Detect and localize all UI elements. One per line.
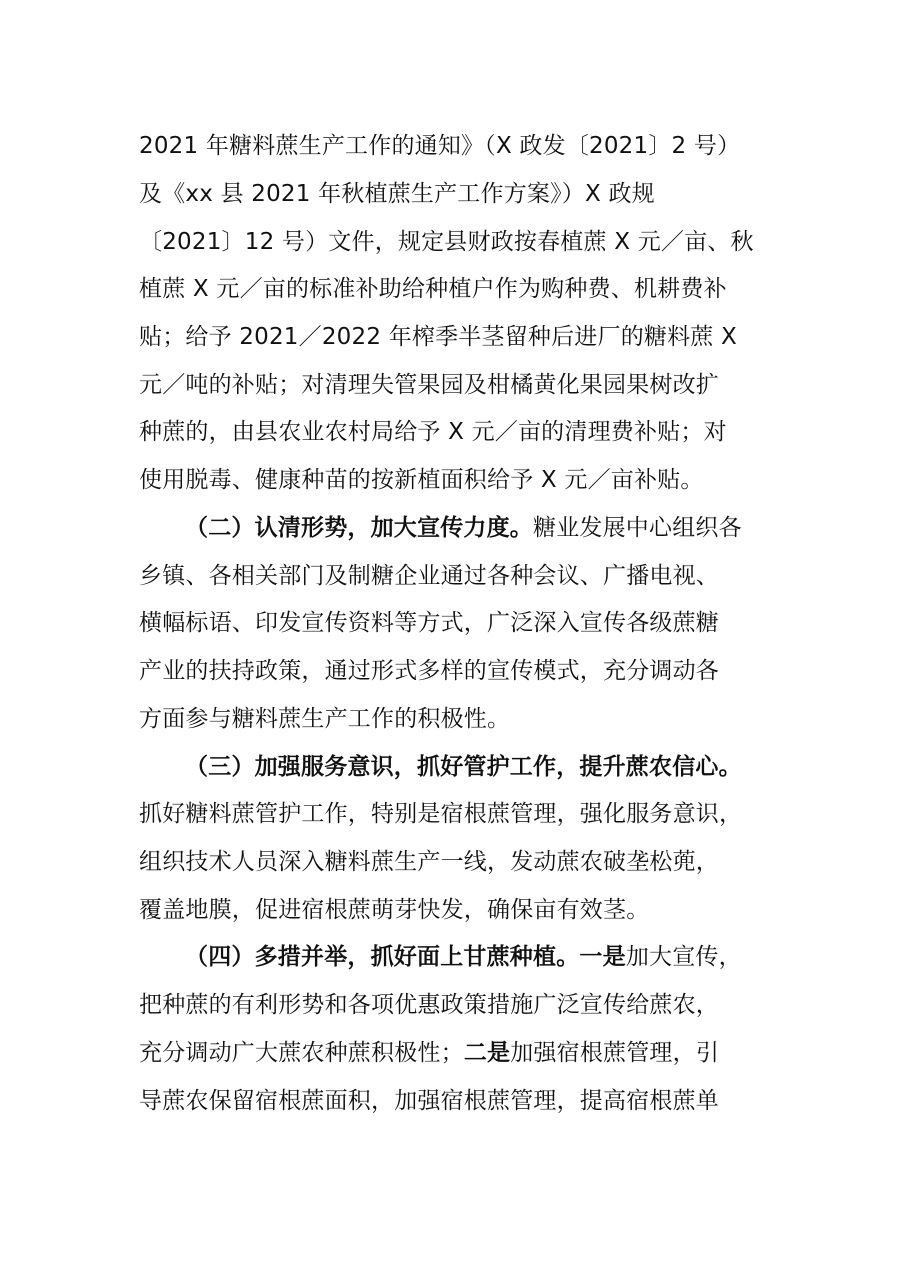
paragraph-line xyxy=(139,412,779,452)
line-text: 把种蔗的有利形势和各项优惠政策措施广泛宣传给蔗农， xyxy=(139,992,719,1018)
line-text: 导蔗农保留宿根蔗面积，加强宿根蔗管理，提高宿根蔗单 xyxy=(139,1088,719,1114)
line-text: 及《xx 县 2021 年秋植蔗生产工作方案》）X 政规 xyxy=(139,181,655,207)
paragraph-line xyxy=(139,556,779,596)
line-text: 充分调动广大蔗农种蔗积极性； xyxy=(139,1040,464,1066)
inline-emphasis: 一是 xyxy=(579,944,626,970)
paragraph-line xyxy=(139,1081,779,1121)
line-text: 覆盖地膜，促进宿根蔗萌芽快发，确保亩有效茎。 xyxy=(139,897,650,923)
paragraph-line xyxy=(139,1033,779,1073)
paragraph-line xyxy=(139,317,779,357)
paragraph-line xyxy=(139,126,779,166)
line-text: 横幅标语、印发宣传资料等方式，广泛深入宣传各级蔗糖 xyxy=(139,610,719,636)
paragraph-line xyxy=(139,651,779,691)
line-text: 加大宣传， xyxy=(625,944,742,970)
paragraph-line xyxy=(139,985,779,1025)
paragraph-line xyxy=(139,890,779,930)
line-text: 2021 年糖料蔗生产工作的通知》（X 政发〔2021〕2 号） xyxy=(139,133,741,159)
paragraph-line xyxy=(139,460,779,500)
paragraph-line xyxy=(139,365,779,405)
line-text: 方面参与糖料蔗生产工作的积极性。 xyxy=(139,706,511,732)
section-heading-line xyxy=(185,937,779,977)
section-heading-line xyxy=(185,508,779,548)
section-heading: （二）认清形势，加大宣传力度。 xyxy=(185,515,533,541)
line-text: 组织技术人员深入糖料蔗生产一线，发动蔗农破垄松蔸， xyxy=(139,849,719,875)
paragraph-line xyxy=(139,222,779,262)
section-heading: （四）多措并举，抓好面上甘蔗种植。 xyxy=(185,944,580,970)
line-text: 抓好糖料蔗管护工作，特别是宿根蔗管理，强化服务意识， xyxy=(139,801,743,827)
line-text: 乡镇、各相关部门及制糖企业通过各种会议、广播电视、 xyxy=(139,563,719,589)
line-text: 元／吨的补贴；对清理失管果园及柑橘黄化果园果树改扩 xyxy=(139,372,719,398)
paragraph-line xyxy=(139,842,779,882)
line-text: 糖业发展中心组织各 xyxy=(533,515,742,541)
inline-emphasis: 二是 xyxy=(463,1040,511,1066)
line-text: 贴；给予 2021／2022 年榨季半茎留种后进厂的糖料蔗 X xyxy=(139,324,737,350)
paragraph-line xyxy=(139,603,779,643)
paragraph-line xyxy=(139,269,779,309)
paragraph-line xyxy=(139,174,779,214)
line-text: 加强宿根蔗管理，引 xyxy=(510,1040,720,1066)
line-text: 植蔗 X 元／亩的标准补助给种植户作为购种费、机耕费补 xyxy=(139,276,727,302)
paragraph-line xyxy=(139,794,779,834)
line-text: 〔2021〕12 号）文件，规定县财政按春植蔗 X 元／亩、秋 xyxy=(139,229,754,255)
line-text: 使用脱毒、健康种苗的按新植面积给予 X 元／亩补贴。 xyxy=(139,467,704,493)
line-text: 产业的扶持政策，通过形式多样的宣传模式，充分调动各 xyxy=(139,658,719,684)
section-heading: （三）加强服务意识，抓好管护工作，提升蔗农信心。 xyxy=(185,754,742,780)
section-heading-line xyxy=(185,747,779,787)
paragraph-line xyxy=(139,699,779,739)
line-text: 种蔗的，由县农业农村局给予 X 元／亩的清理费补贴；对 xyxy=(139,419,727,445)
